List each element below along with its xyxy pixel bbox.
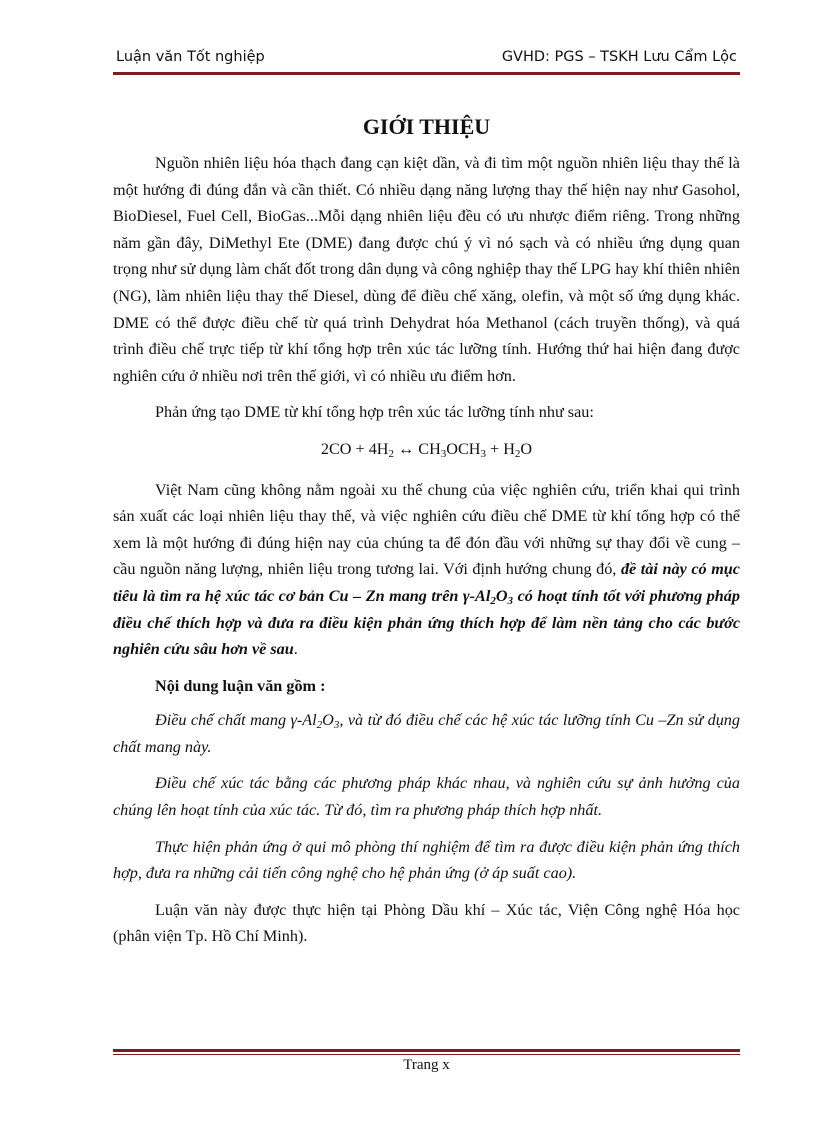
objective-paragraph: Việt Nam cũng không nằm ngoài xu thế chung của việc nghiên cứu, triển khai qui trình sản xuất các loại nhiên liệu thay thế, và việc nghiên cứu điều chế DME từ khí tổng hợp có thể xem là một hướng đi đúng hiện nay của chúng ta để đón đầu với những sự thay đổi về cung – cầu nguồn năng lượng, nhiên liệu trong tương lai. Với định hướng chung đó, đề tài này có mục tiêu là tìm ra hệ xúc tác cơ bản Cu – Zn mang trên $\gamma-Al_2O_3$ có hoạt tính tốt với phương pháp điều chế thích hợp và đưa ra điều kiện phản ứng thích hợp để làm nền tảng cho các bước nghiên cứu sâu hơn về sau.: [113, 480, 740, 659]
reaction-equation: $2CO + 4H_2$ ↔ $CH_3OCH_3 + H_2O$: [320, 439, 533, 460]
objective-emphasis: đề tài này có mục tiêu là tìm ra hệ xúc tác cơ bản Cu – Zn mang trên $\gamma-Al_2O_3$ có hoạt tính tốt với phương pháp điều chế thích hợp và đưa ra điều kiện phản ứng thích hợp để làm nền tảng cho các bước nghiên cứu sâu hơn về sau: [113, 560, 740, 659]
content-item-3: Thực hiện phản ứng ở qui mô phòng thí nghiệm để tìm ra được điều kiện phản ứng thích hợp, đưa ra những cải tiến công nghệ cho hệ phản ứng (ở áp suất cao).: [113, 837, 740, 883]
document-body: [113, 112, 740, 960]
location-paragraph: Luận văn này được thực hiện tại Phòng Dầu khí – Xúc tác, Viện Công nghệ Hóa học (phân viện Tp. Hồ Chí Minh).: [113, 900, 740, 946]
header-rule: [113, 72, 740, 75]
contents-heading: Nội dung luận văn gồm :: [155, 676, 326, 695]
footer-rule-thick: [113, 1049, 740, 1052]
objective-plain-text: Việt Nam cũng không nằm ngoài xu thế chung của việc nghiên cứu, triển khai qui trình sản xuất các loại nhiên liệu thay thế, và việc nghiên cứu điều chế DME từ khí tổng hợp có thể xem là một hướng đi đúng hiện nay của chúng ta để đón đầu với những sự thay đổi về cung – cầu nguồn năng lượng, nhiên liệu trong tương lai. Với định hướng chung đó,: [113, 480, 740, 579]
reaction-intro-paragraph: Phản ứng tạo DME từ khí tổng hợp trên xúc tác lưỡng tính như sau:: [155, 403, 594, 422]
page-number: Trang x: [403, 1057, 450, 1073]
header-advisor-label: GVHD: PGS – TSKH Lưu Cẩm Lộc: [501, 49, 737, 65]
content-item-1: Điều chế chất mang $\gamma-Al_2O_3$, và từ đó điều chế các hệ xúc tác lưỡng tính Cu –Zn sử dụng chất mang này.: [113, 711, 740, 756]
intro-paragraph: Nguồn nhiên liệu hóa thạch đang cạn kiệt dần, và đi tìm một nguồn nhiên liệu thay thế là một hướng đi đúng đắn và cần thiết. Có nhiều dạng năng lượng thay thế hiện nay như Gasohol, BioDiesel, Fuel Cell, BioGas...Mỗi dạng nhiên liệu đều có ưu nhược điểm riêng. Trong những năm gần đây, DiMethyl Ete (DME) đang được chú ý vì nó sạch và có nhiều ứng dụng quan trọng như sử dụng làm chất đốt trong dân dụng và công nghiệp thay thế LPG hay khí thiên nhiên (NG), làm nhiên liệu thay thế Diesel, dùng để điều chế xăng, olefin, và một số ứng dụng khác. DME có thể được điều chế từ quá trình Dehydrat hóa Methanol (cách truyền thống), và quá trình điều chế trực tiếp từ khí tổng hợp trên xúc tác lưỡng tính. Hướng thứ hai hiện đang được nghiên cứu ở nhiều nơi trên thế giới, vì có nhiều ưu điểm hơn.: [113, 154, 740, 385]
header-thesis-label: Luận văn Tốt nghiệp: [116, 49, 265, 65]
footer-rule-thin: [113, 1054, 740, 1055]
page-title: GIỚI THIỆU: [362, 114, 491, 139]
content-item-2: Điều chế xúc tác bằng các phương pháp khác nhau, và nghiên cứu sự ảnh hưởng của chúng lên hoạt tính của xúc tác. Từ đó, tìm ra phương pháp thích hợp nhất.: [113, 774, 740, 820]
